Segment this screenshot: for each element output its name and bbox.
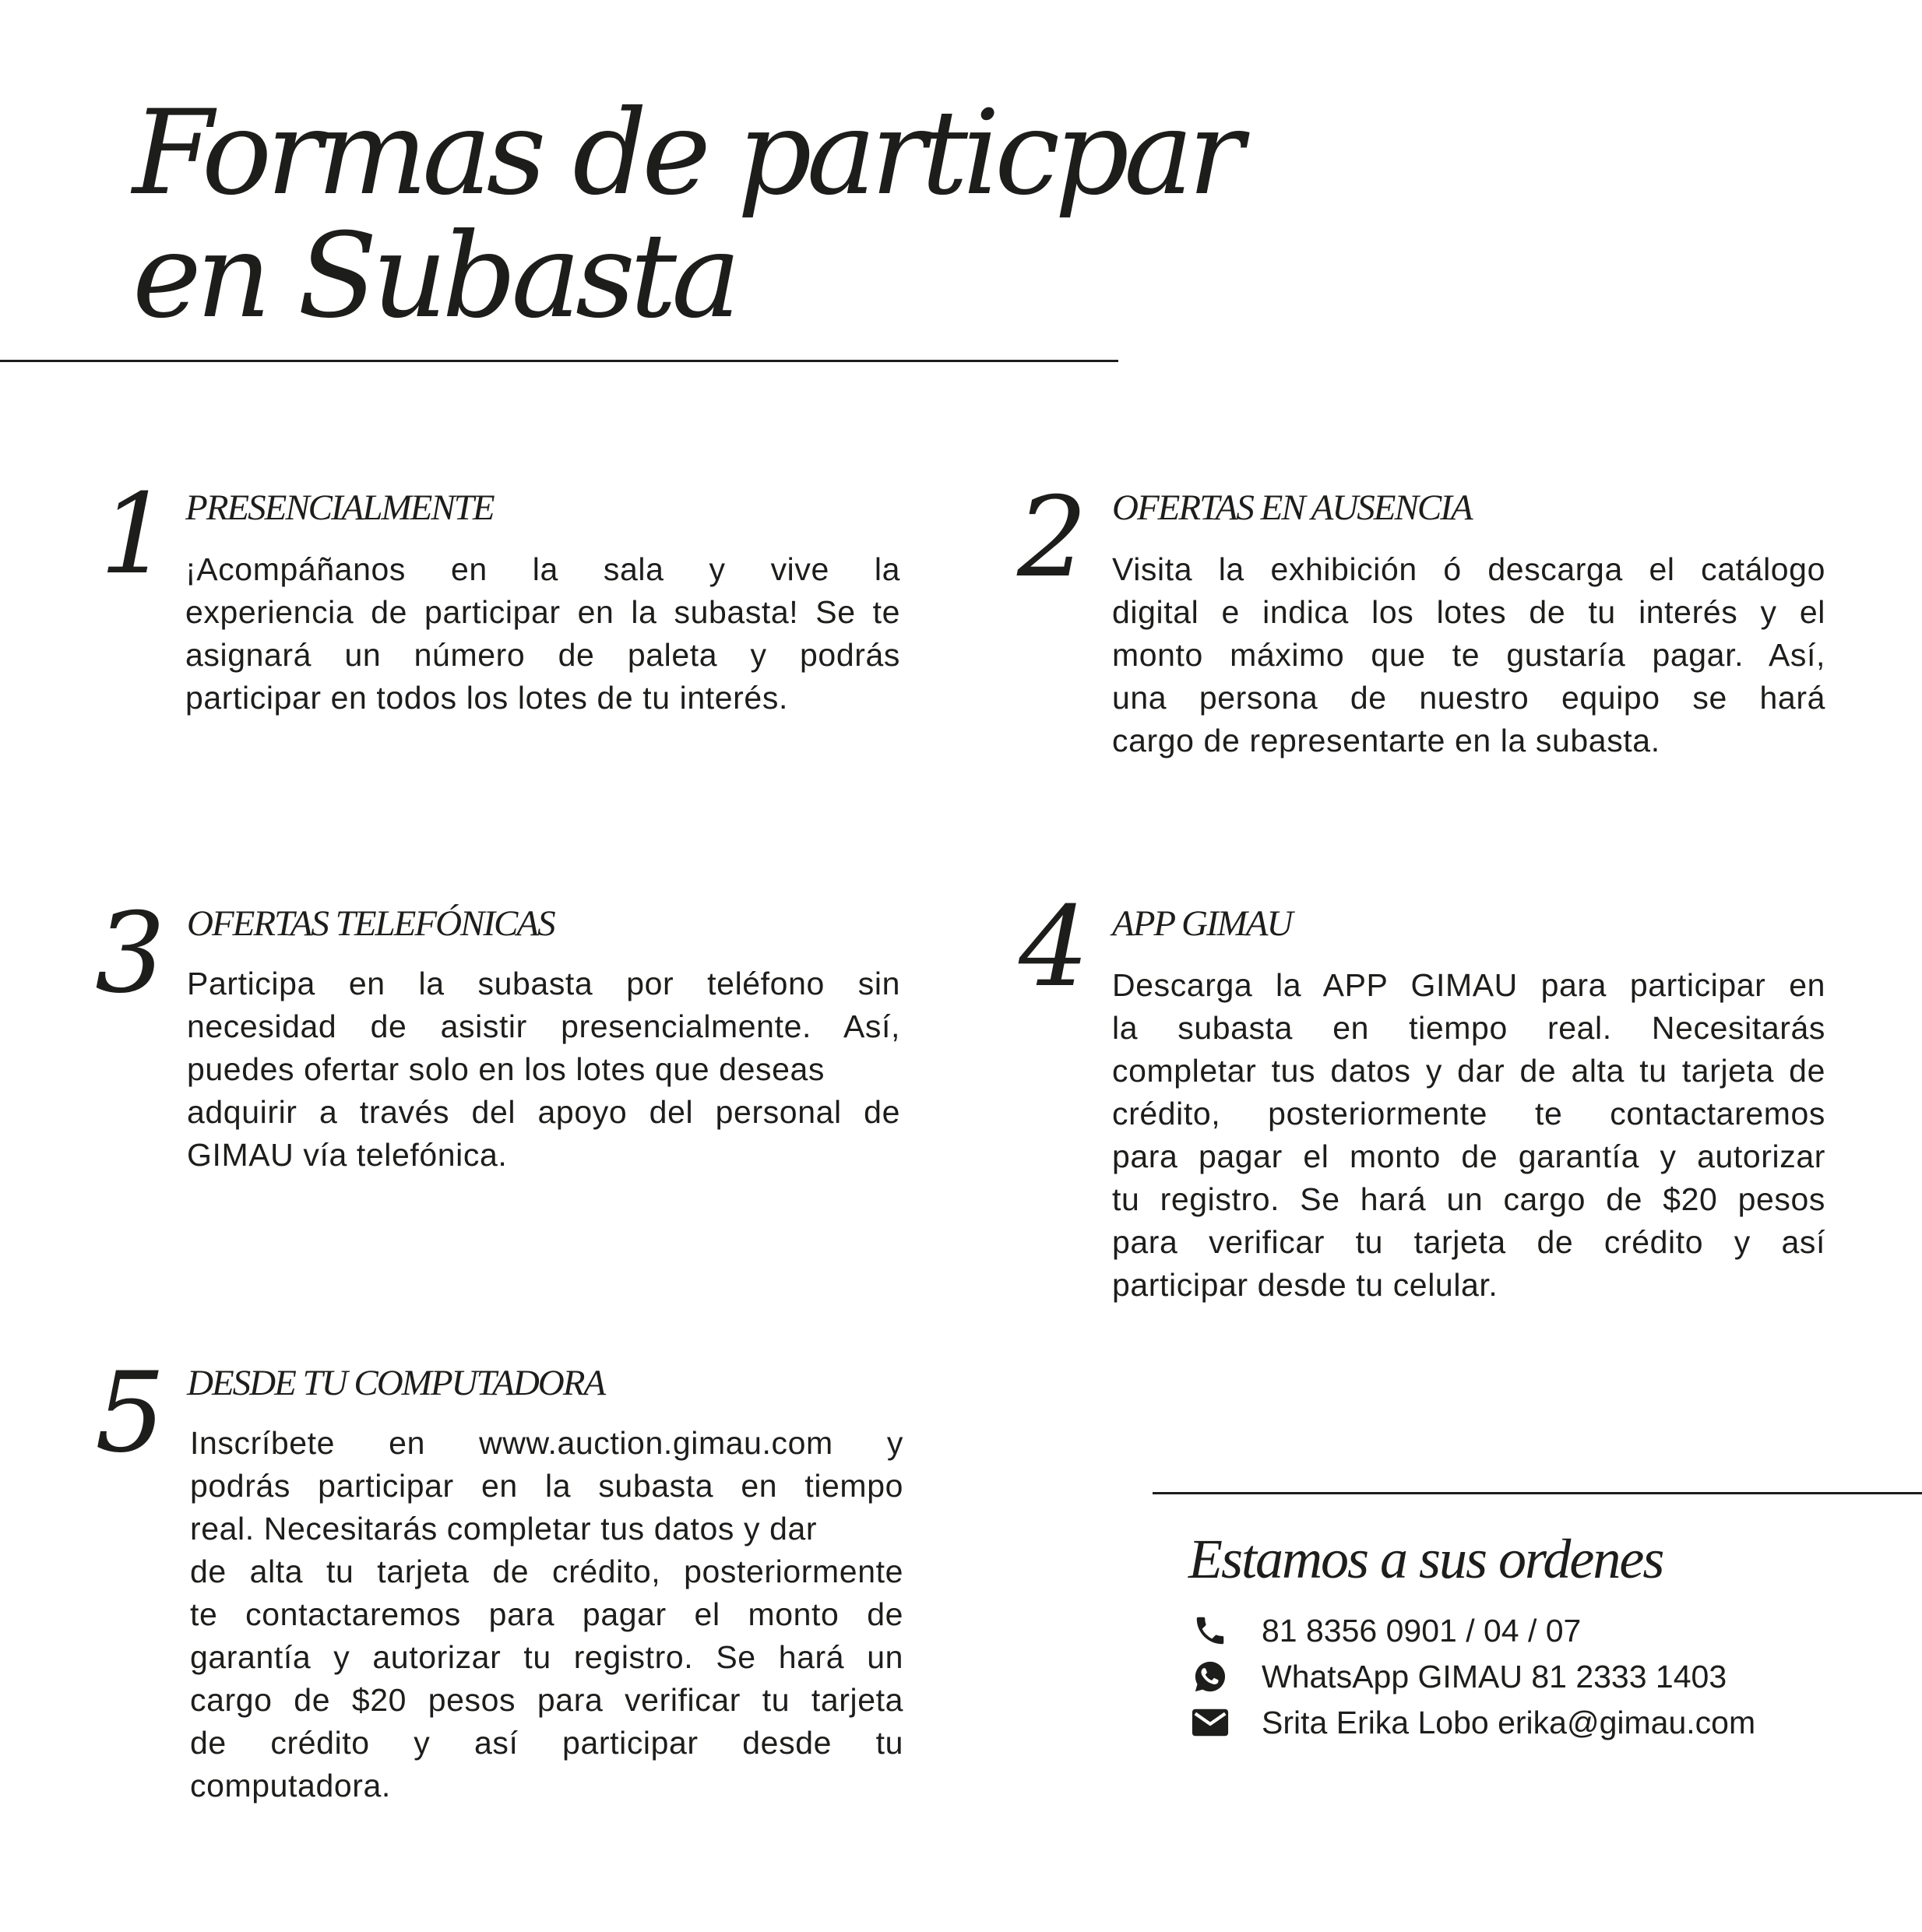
- item-1-line: experiencia de participar en la subasta! Se te: [185, 594, 900, 630]
- item-2-heading: OFERTAS EN AUSENCIA: [1112, 487, 1472, 528]
- item-5-line: podrás participar en la subasta en tiempo: [190, 1468, 903, 1504]
- item-3-line: puedes ofertar solo en los lotes que deseas: [187, 1051, 825, 1087]
- item-2-line: Visita la exhibición ó descarga el catálogo: [1112, 551, 1825, 587]
- item-4-line: para verificar tu tarjeta de crédito y así: [1112, 1224, 1825, 1260]
- item-1-line: ¡Acompáñanos en la sala y vive la: [185, 551, 900, 587]
- contact-divider: [1153, 1492, 1922, 1494]
- item-4-line: Descarga la APP GIMAU para participar en: [1112, 967, 1825, 1003]
- title-line-1: Formas de particpar: [132, 86, 1239, 221]
- item-4-heading: APP GIMAU: [1112, 903, 1292, 944]
- title-line-2: en Subasta: [132, 209, 736, 344]
- item-5-heading: DESDE TU COMPUTADORA: [187, 1363, 605, 1403]
- item-1-text: [185, 548, 900, 720]
- item-1-line: participar en todos los lotes de tu interés.: [185, 680, 788, 716]
- item-4-line: tu registro. Se hará un cargo de $20 pesos: [1112, 1181, 1825, 1217]
- item-4-line: crédito, posteriormente te contactaremos: [1112, 1096, 1825, 1131]
- item-5-number: 5: [95, 1349, 166, 1477]
- page-title: [132, 86, 1239, 344]
- item-5-line: de alta tu tarjeta de crédito, posteriormente: [190, 1554, 903, 1589]
- contact-phone: [1188, 1609, 1582, 1652]
- item-4-number: 4: [1019, 883, 1089, 1012]
- item-5-line: Inscríbete en www.auction.gimau.com y: [190, 1425, 903, 1461]
- item-4-text: [1112, 964, 1825, 1307]
- item-1-heading: PRESENCIALMENTE: [185, 487, 494, 528]
- contact-whatsapp: [1188, 1655, 1727, 1698]
- item-4-line: la subasta en tiempo real. Necesitarás: [1112, 1010, 1825, 1046]
- item-2-line: digital e indica los lotes de tu interés y el: [1112, 594, 1825, 630]
- item-5-line: computadora.: [190, 1768, 391, 1804]
- item-5-line: de crédito y así participar desde tu: [190, 1725, 903, 1761]
- item-4-line: para pagar el monto de garantía y autorizar: [1112, 1138, 1825, 1174]
- phone-text[interactable]: 81 8356 0901 / 04 / 07: [1262, 1613, 1582, 1649]
- item-5-line: te contactaremos para pagar el monto de: [190, 1596, 903, 1632]
- item-2-number: 2: [1017, 473, 1088, 602]
- item-2-line: cargo de representarte en la subasta.: [1112, 723, 1660, 758]
- item-1-number: 1: [100, 470, 171, 599]
- item-3-line: GIMAU vía telefónica.: [187, 1137, 508, 1173]
- item-3-number: 3: [95, 889, 166, 1018]
- contact-title: Estamos a sus ordenes: [1188, 1528, 1663, 1590]
- item-1-line: asignará un número de paleta y podrás: [185, 637, 900, 673]
- item-3-line: adquirir a través del apoyo del personal de: [187, 1094, 900, 1130]
- item-2-line: una persona de nuestro equipo se hará: [1112, 680, 1825, 716]
- item-4-line: completar tus datos y dar de alta tu tarjeta de: [1112, 1053, 1825, 1089]
- title-divider: [0, 360, 1118, 362]
- phone-icon: [1188, 1609, 1232, 1652]
- item-3-heading: OFERTAS TELEFÓNICAS: [187, 903, 554, 944]
- item-5-text: [190, 1422, 903, 1807]
- item-4-line: participar desde tu celular.: [1112, 1267, 1498, 1303]
- item-5-line: garantía y autorizar tu registro. Se hará un: [190, 1639, 903, 1675]
- whatsapp-text[interactable]: WhatsApp GIMAU 81 2333 1403: [1262, 1659, 1727, 1694]
- item-5-line: cargo de $20 pesos para verificar tu tarjeta: [190, 1682, 903, 1718]
- item-3-line: necesidad de asistir presencialmente. Así,: [187, 1008, 900, 1044]
- contact-email: [1188, 1701, 1756, 1744]
- item-3-text: [187, 962, 900, 1177]
- item-2-line: monto máximo que te gustaría pagar. Así,: [1112, 637, 1825, 673]
- item-3-line: Participa en la subasta por teléfono sin: [187, 966, 900, 1001]
- item-5-line: real. Necesitarás completar tus datos y dar: [190, 1511, 818, 1547]
- item-2-text: [1112, 548, 1825, 762]
- whatsapp-icon: [1188, 1655, 1232, 1698]
- email-text[interactable]: Srita Erika Lobo erika@gimau.com: [1262, 1705, 1756, 1740]
- envelope-icon: [1188, 1701, 1232, 1744]
